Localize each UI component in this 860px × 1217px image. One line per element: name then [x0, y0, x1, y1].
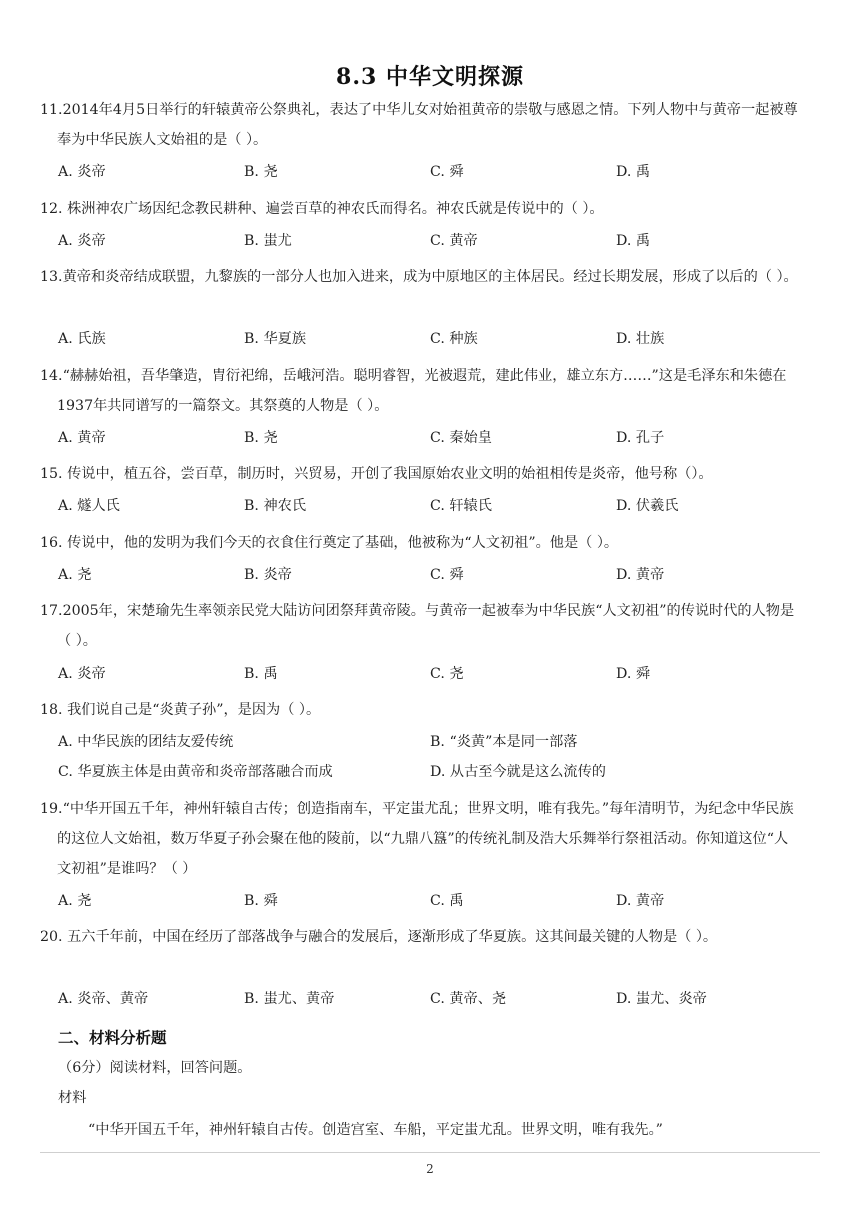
- option-d: D. 黄帝: [616, 567, 665, 583]
- question-20: 20. 五六千年前，中国在经历了部落战争与融合的发展后，逐渐形成了华夏族。这其间最关键的人物是（ ）。: [40, 929, 718, 945]
- material-quote: “中华开国五千年，神州轩辕自古传。创造宫室、车船，平定蚩尤乱。世界文明，唯有我先。”: [88, 1122, 663, 1138]
- option-a: A. 炎帝: [58, 233, 106, 249]
- question-20-options: [58, 984, 818, 1014]
- question-13-options: [58, 324, 818, 354]
- question-11: 11.2014年4月5日举行的轩辕黄帝公祭典礼，表达了中华儿女对始祖黄帝的崇敬与感恩之情。下列人物中与黄帝一起被尊奉为中华民族人文始祖的是（ ）。: [40, 102, 798, 148]
- option-a: A. 黄帝: [58, 430, 106, 446]
- question-19-options: [58, 886, 818, 916]
- option-a: A. 中华民族的团结友爱传统: [58, 734, 234, 750]
- question-17-options: [58, 659, 818, 689]
- question-19: 19.“中华开国五千年，神州轩辕自古传；创造指南车，平定蚩尤乱；世界文明，唯有我先。”每年清明节，为纪念中华民族的这位人文始祖，数万华夏子孙会聚在他的陵前，以“九鼎八簋”的传统礼制及浩大乐舞举行祭祖活动。你知道这位“人文初祖”是谁吗？（ ）: [40, 801, 794, 877]
- option-a: A. 氏族: [58, 331, 106, 347]
- question-12-options: [58, 226, 818, 256]
- option-c: C. 秦始皇: [430, 430, 492, 446]
- option-a: A. 尧: [58, 567, 92, 583]
- option-b: B. 华夏族: [244, 331, 307, 347]
- option-c: C. 禹: [430, 893, 464, 909]
- option-a: A. 尧: [58, 893, 92, 909]
- option-d: D. 禹: [616, 233, 651, 249]
- section-heading: 二、材料分析题: [58, 1028, 167, 1047]
- option-b: B. 神农氏: [244, 498, 307, 514]
- option-b: B. 炎帝: [244, 567, 292, 583]
- material-label: 材料: [58, 1090, 87, 1106]
- option-b: B. 尧: [244, 164, 278, 180]
- option-b: B. “炎黄”本是同一部落: [430, 734, 578, 750]
- question-16-options: [58, 560, 818, 590]
- option-c: C. 华夏族主体是由黄帝和炎帝部落融合而成: [58, 764, 333, 780]
- option-c: C. 黄帝、尧: [430, 991, 507, 1007]
- option-c: C. 轩辕氏: [430, 498, 492, 514]
- question-13: 13.黄帝和炎帝结成联盟，九黎族的一部分人也加入进来，成为中原地区的主体居民。经过长期发展，形成了以后的（ ）。: [40, 269, 798, 285]
- option-b: B. 蚩尤、黄帝: [244, 991, 335, 1007]
- section-instruction: （6分）阅读材料，回答问题。: [58, 1060, 252, 1076]
- page-number: 2: [426, 1162, 434, 1176]
- page-title: 8.3 中华文明探源: [336, 64, 524, 90]
- option-d: D. 禹: [616, 164, 651, 180]
- option-d: D. 伏羲氏: [616, 498, 679, 514]
- question-18-options-row-1: [58, 727, 818, 757]
- question-12: 12. 株洲神农广场因纪念教民耕种、遍尝百草的神农氏而得名。神农氏就是传说中的（ ）。: [40, 201, 604, 217]
- option-d: D. 黄帝: [616, 893, 665, 909]
- question-15-options: [58, 491, 818, 521]
- option-d: D. 舜: [616, 666, 651, 682]
- option-b: B. 尧: [244, 430, 278, 446]
- option-c: C. 尧: [430, 666, 464, 682]
- option-b: B. 舜: [244, 893, 278, 909]
- option-c: C. 舜: [430, 567, 464, 583]
- option-d: D. 孔子: [616, 430, 665, 446]
- option-a: A. 炎帝、黄帝: [58, 991, 149, 1007]
- option-a: A. 燧人氏: [58, 498, 120, 514]
- option-c: C. 舜: [430, 164, 464, 180]
- option-b: B. 蚩尤: [244, 233, 292, 249]
- question-14-options: [58, 423, 818, 453]
- question-17: 17.2005年，宋楚瑜先生率领亲民党大陆访问团祭拜黄帝陵。与黄帝一起被奉为中华民族“人文初祖”的传说时代的人物是（ ）。: [40, 603, 795, 649]
- question-16: 16. 传说中，他的发明为我们今天的衣食住行奠定了基础，他被称为“人文初祖”。他是（ ）。: [40, 535, 619, 551]
- option-c: C. 黄帝: [430, 233, 478, 249]
- option-d: D. 从古至今就是这么流传的: [430, 764, 606, 780]
- question-14: 14.“赫赫始祖，吾华肇造，胄衍祀绵，岳峨河浩。聪明睿智，光被遐荒，建此伟业，雄立东方……”这是毛泽东和朱德在1937年共同谱写的一篇祭文。其祭奠的人物是（ ）。: [40, 368, 787, 414]
- option-a: A. 炎帝: [58, 666, 106, 682]
- question-18: 18. 我们说自己是“炎黄子孙”，是因为（ ）。: [40, 702, 321, 718]
- option-d: D. 壮族: [616, 331, 665, 347]
- footer-divider: [40, 1152, 820, 1153]
- question-11-options: [58, 157, 818, 187]
- option-c: C. 种族: [430, 331, 478, 347]
- question-15: 15. 传说中，植五谷，尝百草，制历时，兴贸易，开创了我国原始农业文明的始祖相传是炎帝，他号称（）。: [40, 466, 713, 482]
- option-d: D. 蚩尤、炎帝: [616, 991, 707, 1007]
- option-a: A. 炎帝: [58, 164, 106, 180]
- option-b: B. 禹: [244, 666, 278, 682]
- question-18-options-row-2: [58, 757, 818, 787]
